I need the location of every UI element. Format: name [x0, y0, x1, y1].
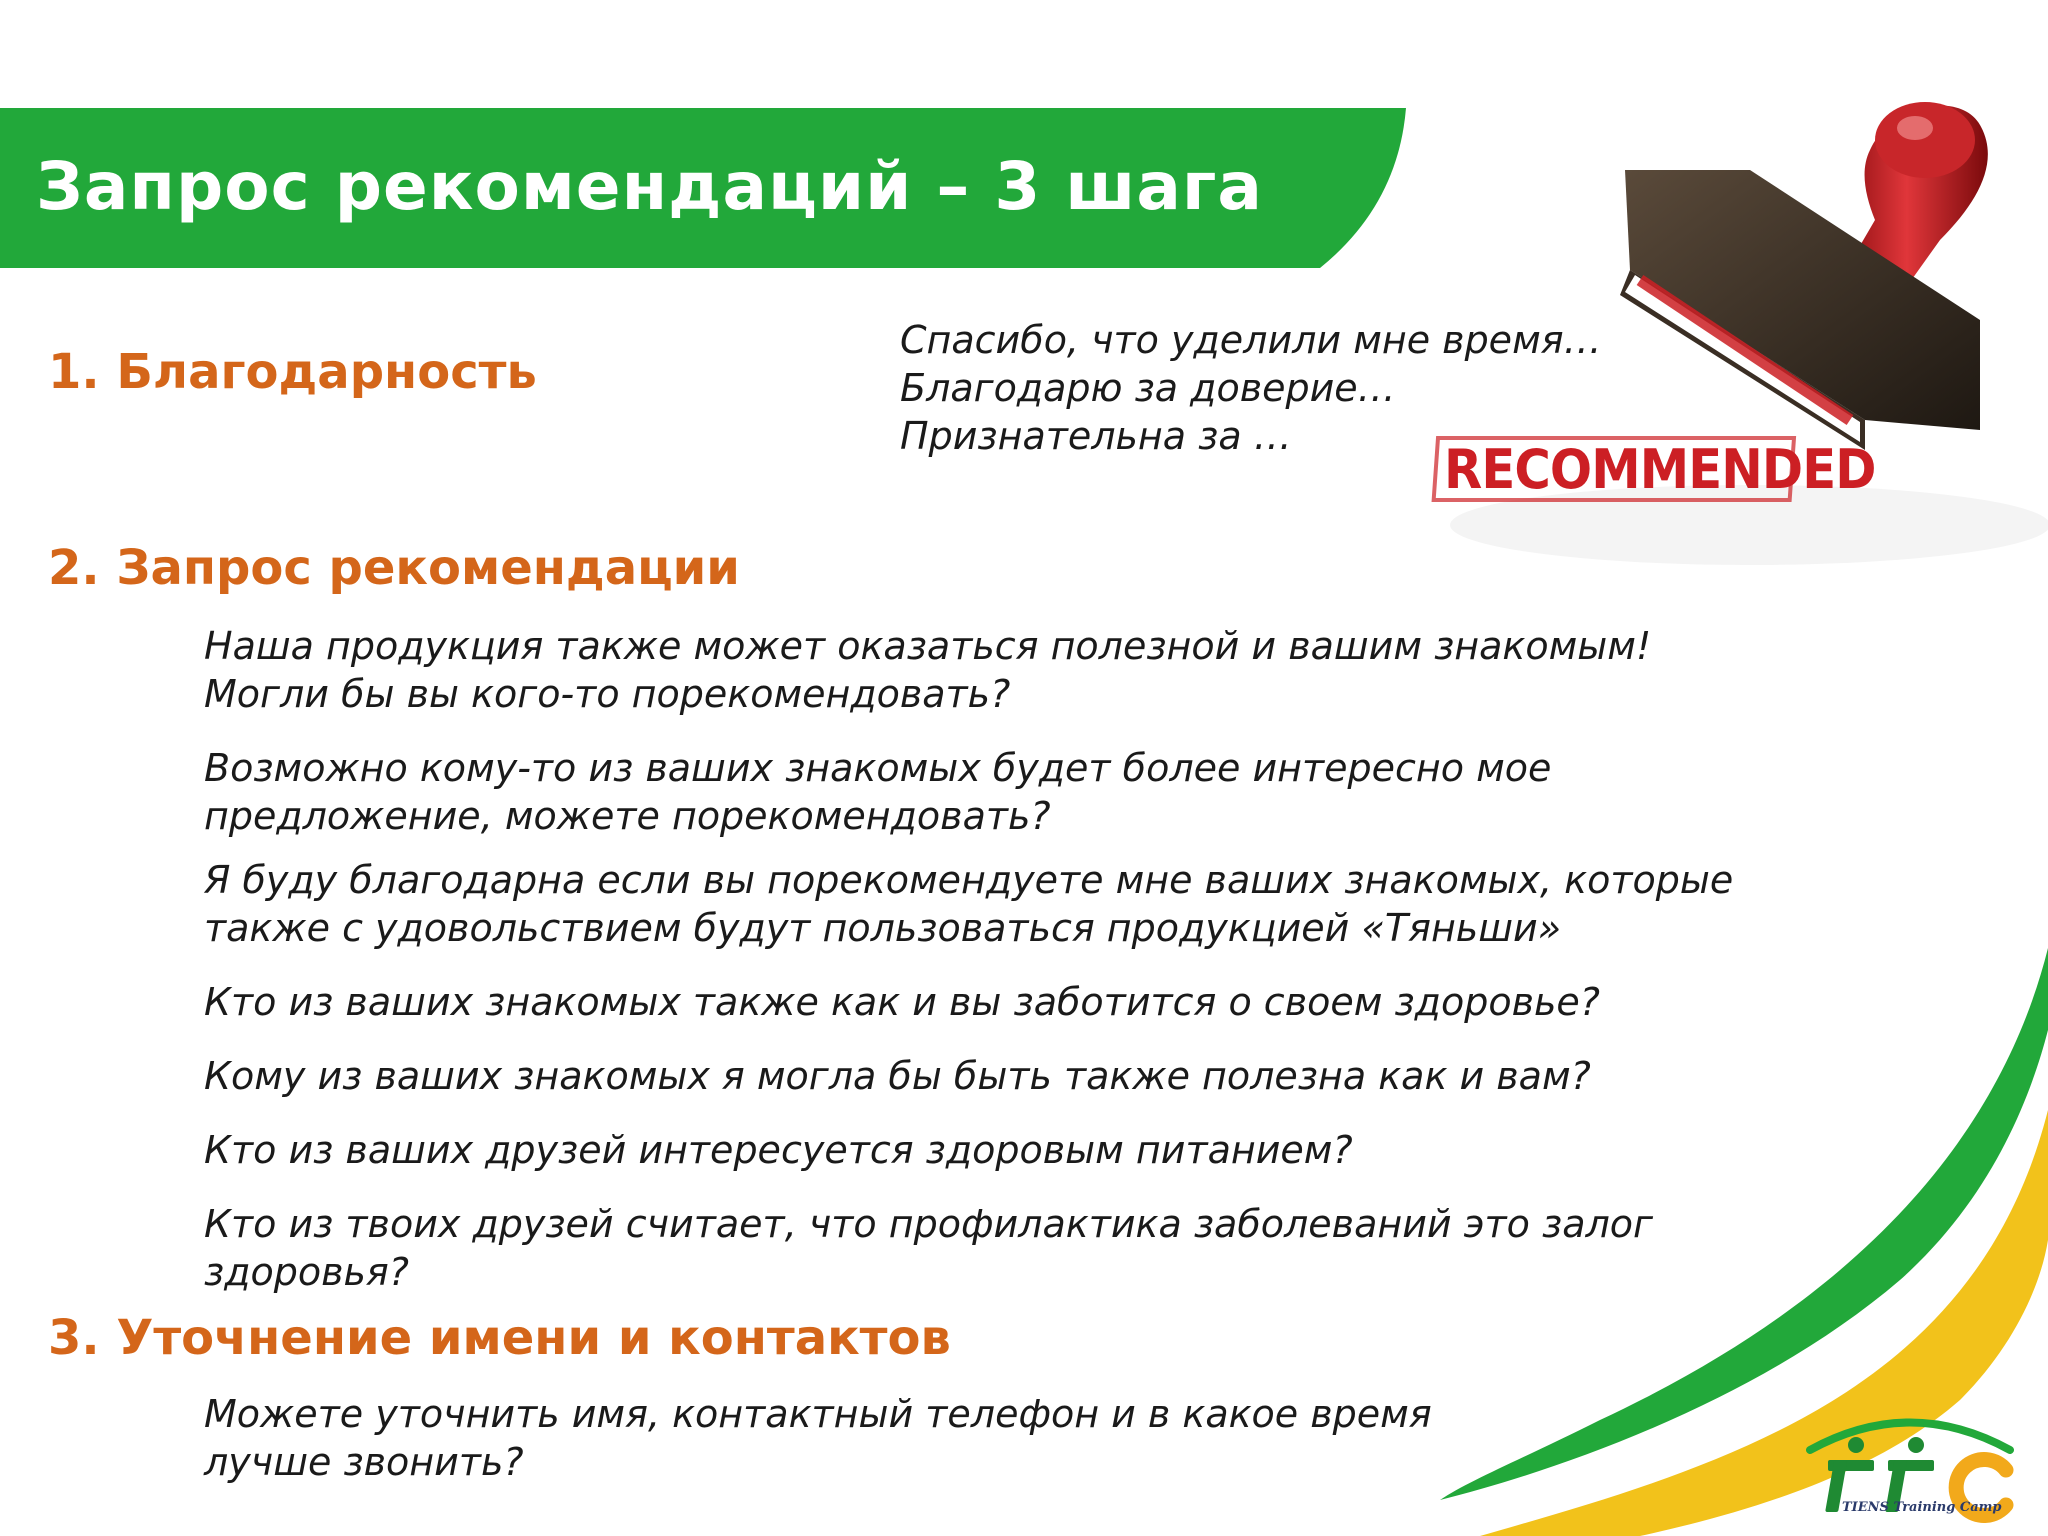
step2-phrase: Кому из ваших знакомых я могла бы быть также полезна как и вам? — [204, 1054, 1591, 1098]
step2-phrase: Наша продукция также может оказаться полезной и вашим знакомым! — [204, 624, 1652, 668]
step1-phrase: Спасибо, что уделили мне время… — [900, 318, 1602, 362]
step2-phrase: Кто из твоих друзей считает, что профилактика заболеваний это залог — [204, 1202, 1653, 1246]
step2-phrase: здоровья? — [204, 1250, 409, 1294]
step1-phrase: Признательна за … — [900, 414, 1292, 458]
logo-caption: TIENS Training Camp — [1842, 1500, 2002, 1515]
step2-phrase: Кто из ваших друзей интересуется здоровым питанием? — [204, 1128, 1353, 1172]
step2-phrase: Кто из ваших знакомых также как и вы заботится о своем здоровье? — [204, 980, 1600, 1024]
step2-phrase: также с удовольствием будут пользоваться продукцией «Тяньши» — [204, 906, 1562, 950]
step3-phrase: лучше звонить? — [204, 1440, 524, 1484]
step2-phrase: Возможно кому-то из ваших знакомых будет более интересно мое — [204, 746, 1552, 790]
step2-phrase: предложение, можете порекомендовать? — [204, 794, 1051, 838]
step2-phrase: Я буду благодарна если вы порекомендуете мне ваших знакомых, которые — [204, 858, 1734, 902]
step2-heading: 2. Запрос рекомендации — [48, 540, 740, 596]
step3-heading: 3. Уточнение имени и контактов — [48, 1310, 951, 1366]
step3-phrase: Можете уточнить имя, контактный телефон и в какое время — [204, 1392, 1432, 1436]
stamp-imprint-text: RECOMMENDED — [1444, 438, 1876, 501]
step1-phrase: Благодарю за доверие… — [900, 366, 1396, 410]
slide-title: Запрос рекомендаций – 3 шага — [36, 148, 1263, 225]
step1-heading: 1. Благодарность — [48, 344, 537, 400]
step2-phrase: Могли бы вы кого-то порекомендовать? — [204, 672, 1011, 716]
